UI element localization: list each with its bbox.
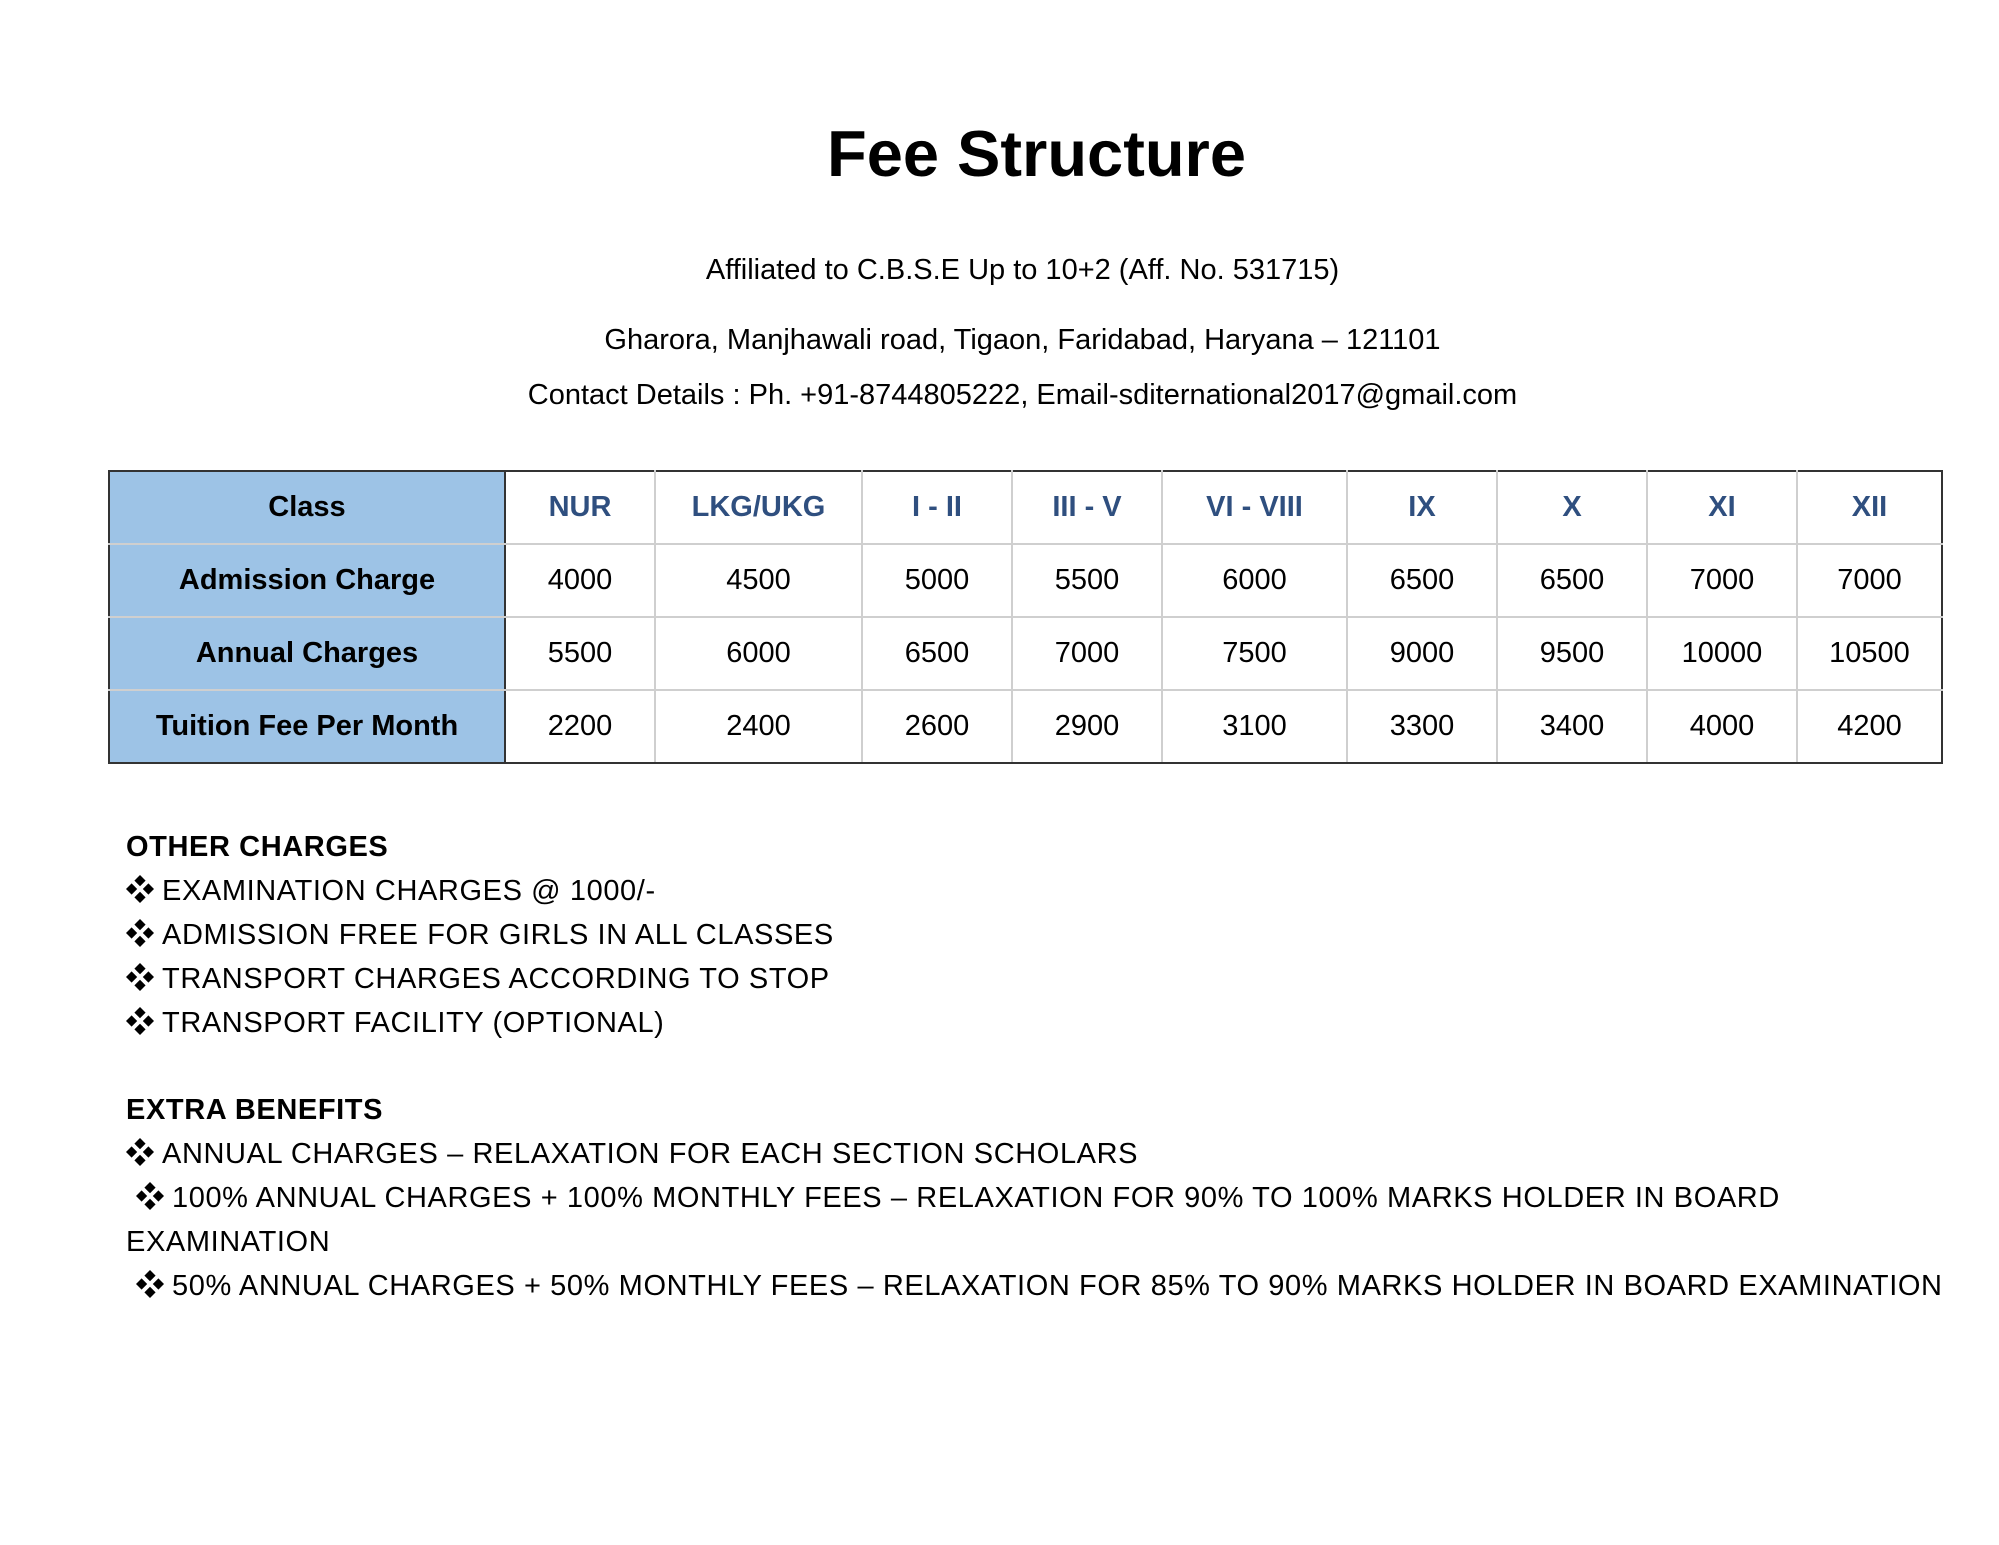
list-item [126,1132,1966,1176]
table-row-tuition-fee [109,690,1942,763]
list-item [126,1001,1966,1045]
table-row-annual-charges [109,617,1942,690]
four-diamond-icon [136,1270,164,1298]
other-charges-section [126,825,1966,1045]
table-cell: 4200 [1797,690,1942,763]
table-cell: 6500 [862,617,1012,690]
table-cell: 5500 [505,617,655,690]
table-cell: 2200 [505,690,655,763]
table-cell: 5000 [862,544,1012,617]
table-cell: 7000 [1797,544,1942,617]
table-cell: 2400 [655,690,862,763]
column-header-i-ii: I - II [862,471,1012,544]
table-cell: 2600 [862,690,1012,763]
table-cell: 6000 [655,617,862,690]
table-cell: 9000 [1347,617,1497,690]
page-title: Fee Structure [826,117,1246,190]
row-label: Admission Charge [109,544,505,617]
extra-benefits-heading: EXTRA BENEFITS [126,1094,384,1126]
list-item-text: 100% ANNUAL CHARGES + 100% MONTHLY FEES – RELAXATION FOR 90% TO 100% MARKS HOLDER IN BOARD EXAMINATION [126,1182,1780,1258]
extra-benefits-section [126,1088,1966,1308]
other-charges-heading: OTHER CHARGES [126,831,389,863]
table-cell: 6500 [1497,544,1647,617]
table-header-row [109,471,1942,544]
list-item [126,913,1966,957]
row-label: Annual Charges [109,617,505,690]
column-header-nur: NUR [505,471,655,544]
fee-table [108,470,1943,764]
table-cell: 3400 [1497,690,1647,763]
list-item [126,869,1966,913]
column-header-xi: XI [1647,471,1797,544]
table-cell: 10500 [1797,617,1942,690]
four-diamond-icon [126,1007,154,1035]
four-diamond-icon [126,919,154,947]
list-item-text: ADMISSION FREE FOR GIRLS IN ALL CLASSES [162,919,834,951]
table-cell: 3300 [1347,690,1497,763]
table-cell: 4500 [655,544,862,617]
table-cell: 10000 [1647,617,1797,690]
address-text: Gharora, Manjhawali road, Tigaon, Faridabad, Haryana – 121101 [604,324,1441,356]
list-item-text: ANNUAL CHARGES – RELAXATION FOR EACH SECTION SCHOLARS [162,1138,1139,1170]
column-header-xii: XII [1797,471,1942,544]
table-cell: 5500 [1012,544,1162,617]
list-item [126,1176,1966,1264]
four-diamond-icon [126,963,154,991]
list-item-text: TRANSPORT CHARGES ACCORDING TO STOP [162,963,830,995]
contact-details: Contact Details : Ph. +91-8744805222, Email-sditernational2017@gmail.com [527,379,1518,411]
table-row-admission-charge [109,544,1942,617]
table-cell: 3100 [1162,690,1347,763]
list-item-text: EXAMINATION CHARGES @ 1000/- [162,875,656,907]
list-item-text: TRANSPORT FACILITY (OPTIONAL) [162,1007,665,1039]
class-header-cell: Class [109,471,505,544]
table-cell: 4000 [505,544,655,617]
table-cell: 7000 [1647,544,1797,617]
column-header-lkg-ukg: LKG/UKG [655,471,862,544]
table-cell: 6000 [1162,544,1347,617]
affiliation-text: Affiliated to C.B.S.E Up to 10+2 (Aff. No. 531715) [705,254,1340,286]
four-diamond-icon [126,1138,154,1166]
table-cell: 6500 [1347,544,1497,617]
list-item-text: 50% ANNUAL CHARGES + 50% MONTHLY FEES – RELAXATION FOR 85% TO 90% MARKS HOLDER IN BOARD EXAMINATION [172,1270,1943,1302]
column-header-iii-v: III - V [1012,471,1162,544]
column-header-ix: IX [1347,471,1497,544]
table-cell: 9500 [1497,617,1647,690]
table-cell: 2900 [1012,690,1162,763]
four-diamond-icon [126,875,154,903]
list-item [126,1264,1966,1308]
column-header-vi-viii: VI - VIII [1162,471,1347,544]
table-cell: 7000 [1012,617,1162,690]
table-cell: 4000 [1647,690,1797,763]
column-header-x: X [1497,471,1647,544]
row-label: Tuition Fee Per Month [109,690,505,763]
table-cell: 7500 [1162,617,1347,690]
four-diamond-icon [136,1182,164,1210]
list-item [126,957,1966,1001]
